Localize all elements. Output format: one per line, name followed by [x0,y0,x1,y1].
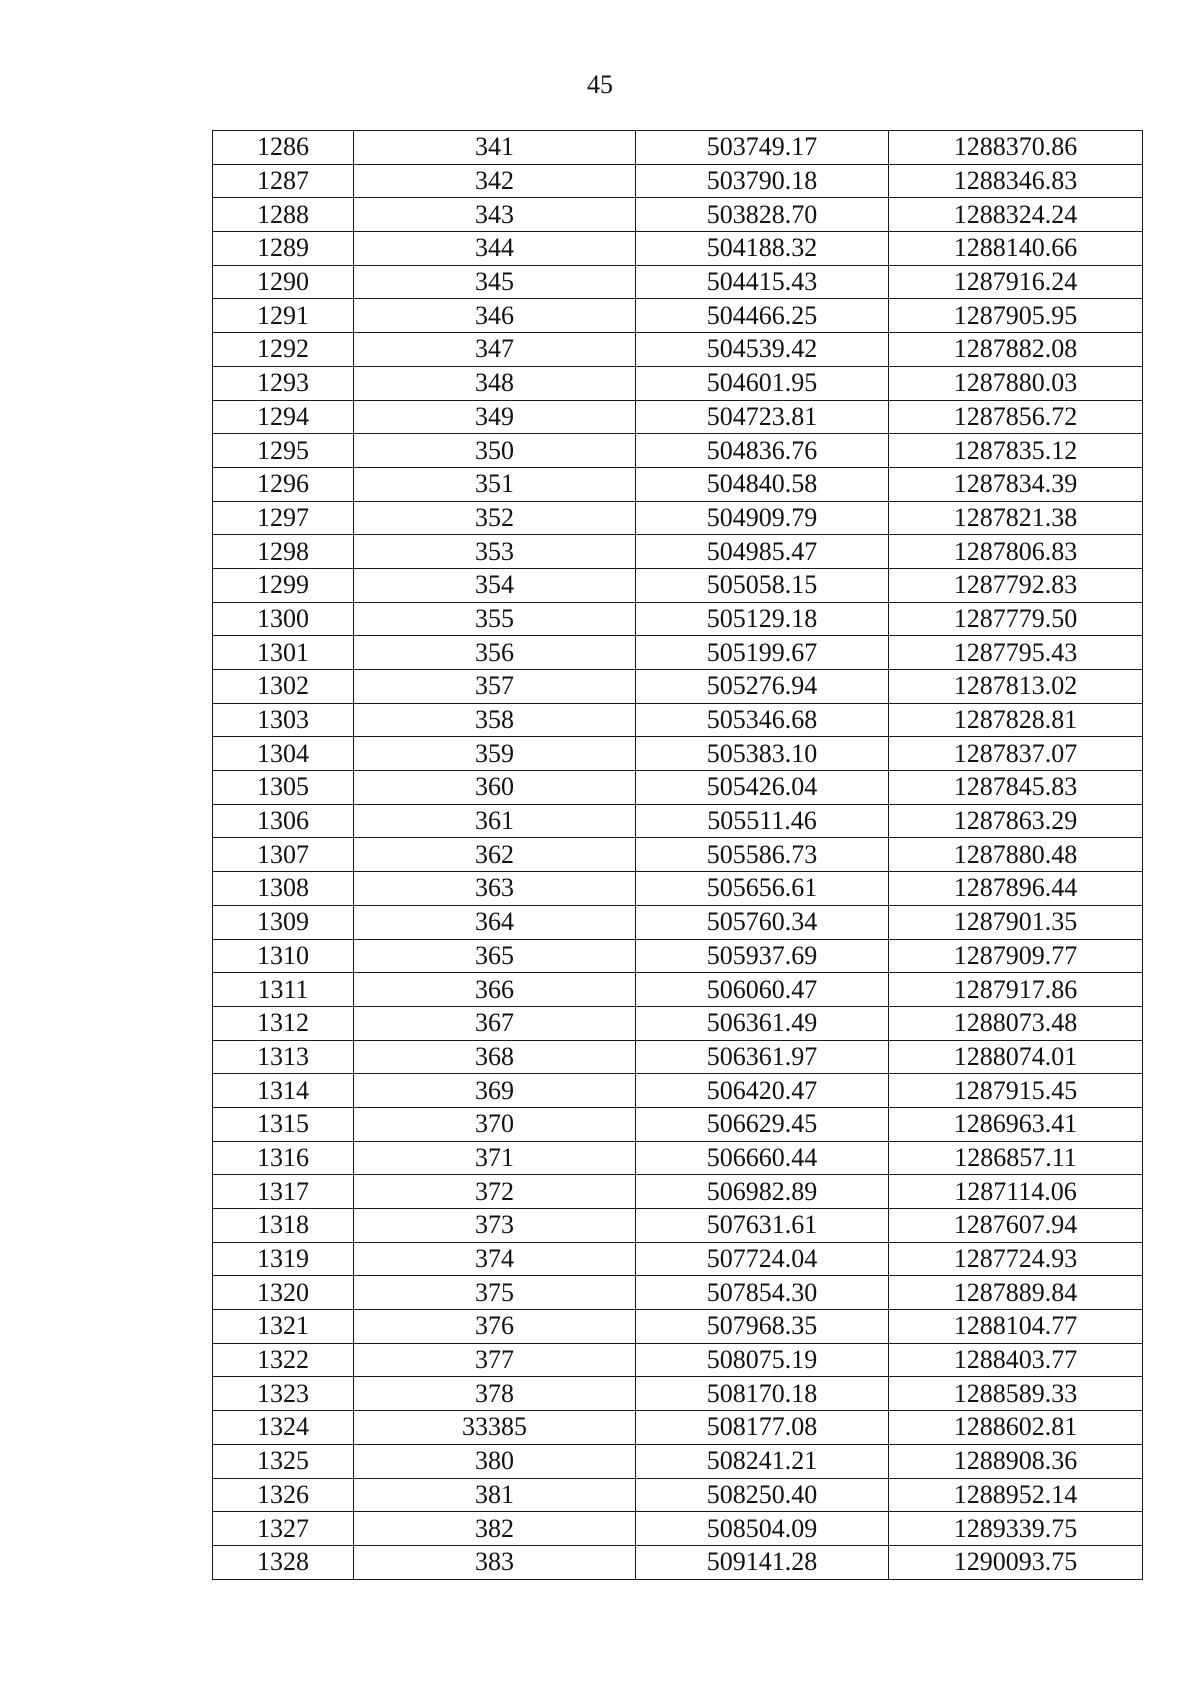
table-row [213,872,1143,906]
x-coordinate-cell: 504466.25 [636,299,889,333]
x-coordinate-cell: 508177.08 [636,1411,889,1445]
table-row [213,1478,1143,1512]
table-row [213,636,1143,670]
point-number-cell: 378 [354,1377,636,1411]
point-number-cell: 365 [354,939,636,973]
y-coordinate-cell: 1287792.83 [889,568,1143,602]
x-coordinate-cell: 506060.47 [636,973,889,1007]
x-coordinate-cell: 506420.47 [636,1074,889,1108]
x-coordinate-cell: 505656.61 [636,872,889,906]
y-coordinate-cell: 1287813.02 [889,670,1143,704]
x-coordinate-cell: 504836.76 [636,434,889,468]
table-row [213,771,1143,805]
x-coordinate-cell: 505511.46 [636,804,889,838]
row-index-cell: 1294 [213,400,354,434]
y-coordinate-cell: 1287845.83 [889,771,1143,805]
row-index-cell: 1291 [213,299,354,333]
point-number-cell: 360 [354,771,636,805]
row-index-cell: 1314 [213,1074,354,1108]
x-coordinate-cell: 504723.81 [636,400,889,434]
table-row [213,232,1143,266]
point-number-cell: 346 [354,299,636,333]
x-coordinate-cell: 507631.61 [636,1209,889,1243]
point-number-cell: 341 [354,131,636,165]
row-index-cell: 1301 [213,636,354,670]
y-coordinate-cell: 1288952.14 [889,1478,1143,1512]
x-coordinate-cell: 508250.40 [636,1478,889,1512]
x-coordinate-cell: 505937.69 [636,939,889,973]
table-row [213,703,1143,737]
row-index-cell: 1323 [213,1377,354,1411]
table-row [213,265,1143,299]
x-coordinate-cell: 507968.35 [636,1310,889,1344]
y-coordinate-cell: 1288602.81 [889,1411,1143,1445]
y-coordinate-cell: 1287889.84 [889,1276,1143,1310]
point-number-cell: 33385 [354,1411,636,1445]
x-coordinate-cell: 508504.09 [636,1512,889,1546]
y-coordinate-cell: 1287607.94 [889,1209,1143,1243]
table-row [213,1276,1143,1310]
point-number-cell: 348 [354,366,636,400]
row-index-cell: 1308 [213,872,354,906]
table-row [213,1444,1143,1478]
x-coordinate-cell: 503749.17 [636,131,889,165]
y-coordinate-cell: 1288589.33 [889,1377,1143,1411]
y-coordinate-cell: 1288403.77 [889,1343,1143,1377]
table-row [213,1545,1143,1579]
y-coordinate-cell: 1287863.29 [889,804,1143,838]
y-coordinate-cell: 1288140.66 [889,232,1143,266]
y-coordinate-cell: 1287880.48 [889,838,1143,872]
point-number-cell: 382 [354,1512,636,1546]
row-index-cell: 1320 [213,1276,354,1310]
y-coordinate-cell: 1288908.36 [889,1444,1143,1478]
x-coordinate-cell: 505383.10 [636,737,889,771]
table-row [213,1343,1143,1377]
point-number-cell: 373 [354,1209,636,1243]
table-row [213,804,1143,838]
row-index-cell: 1295 [213,434,354,468]
table-row [213,1242,1143,1276]
table-row [213,1512,1143,1546]
point-number-cell: 375 [354,1276,636,1310]
point-number-cell: 374 [354,1242,636,1276]
row-index-cell: 1296 [213,467,354,501]
point-number-cell: 356 [354,636,636,670]
row-index-cell: 1286 [213,131,354,165]
row-index-cell: 1307 [213,838,354,872]
point-number-cell: 355 [354,602,636,636]
table-row [213,131,1143,165]
x-coordinate-cell: 505426.04 [636,771,889,805]
x-coordinate-cell: 504601.95 [636,366,889,400]
table-row [213,939,1143,973]
x-coordinate-cell: 506361.49 [636,1006,889,1040]
point-number-cell: 358 [354,703,636,737]
y-coordinate-cell: 1286963.41 [889,1107,1143,1141]
row-index-cell: 1317 [213,1175,354,1209]
row-index-cell: 1304 [213,737,354,771]
y-coordinate-cell: 1287837.07 [889,737,1143,771]
page-number: 45 [587,70,613,99]
point-number-cell: 362 [354,838,636,872]
table-row [213,299,1143,333]
table-row [213,1074,1143,1108]
point-number-cell: 357 [354,670,636,704]
table-row [213,1310,1143,1344]
y-coordinate-cell: 1287882.08 [889,333,1143,367]
y-coordinate-cell: 1289339.75 [889,1512,1143,1546]
x-coordinate-cell: 506982.89 [636,1175,889,1209]
point-number-cell: 380 [354,1444,636,1478]
x-coordinate-cell: 505276.94 [636,670,889,704]
table-row [213,1006,1143,1040]
point-number-cell: 345 [354,265,636,299]
y-coordinate-cell: 1286857.11 [889,1141,1143,1175]
y-coordinate-cell: 1288073.48 [889,1006,1143,1040]
row-index-cell: 1299 [213,568,354,602]
row-index-cell: 1297 [213,501,354,535]
row-index-cell: 1289 [213,232,354,266]
x-coordinate-cell: 506660.44 [636,1141,889,1175]
table-row [213,1107,1143,1141]
y-coordinate-cell: 1287880.03 [889,366,1143,400]
point-number-cell: 369 [354,1074,636,1108]
table-row [213,1175,1143,1209]
point-number-cell: 359 [354,737,636,771]
row-index-cell: 1318 [213,1209,354,1243]
table-row [213,467,1143,501]
y-coordinate-cell: 1287915.45 [889,1074,1143,1108]
point-number-cell: 370 [354,1107,636,1141]
point-number-cell: 350 [354,434,636,468]
table-row [213,501,1143,535]
point-number-cell: 347 [354,333,636,367]
y-coordinate-cell: 1288346.83 [889,164,1143,198]
row-index-cell: 1315 [213,1107,354,1141]
x-coordinate-cell: 508075.19 [636,1343,889,1377]
x-coordinate-cell: 504909.79 [636,501,889,535]
y-coordinate-cell: 1288370.86 [889,131,1143,165]
x-coordinate-cell: 504415.43 [636,265,889,299]
y-coordinate-cell: 1287779.50 [889,602,1143,636]
point-number-cell: 367 [354,1006,636,1040]
row-index-cell: 1305 [213,771,354,805]
table-row [213,670,1143,704]
coordinates-table-body [213,131,1143,1580]
point-number-cell: 344 [354,232,636,266]
point-number-cell: 343 [354,198,636,232]
point-number-cell: 376 [354,1310,636,1344]
point-number-cell: 377 [354,1343,636,1377]
table-row [213,333,1143,367]
row-index-cell: 1322 [213,1343,354,1377]
x-coordinate-cell: 504539.42 [636,333,889,367]
x-coordinate-cell: 505199.67 [636,636,889,670]
row-index-cell: 1310 [213,939,354,973]
table-row [213,905,1143,939]
point-number-cell: 371 [354,1141,636,1175]
row-index-cell: 1303 [213,703,354,737]
table-row [213,973,1143,1007]
point-number-cell: 364 [354,905,636,939]
x-coordinate-cell: 505346.68 [636,703,889,737]
y-coordinate-cell: 1287901.35 [889,905,1143,939]
y-coordinate-cell: 1287795.43 [889,636,1143,670]
table-row [213,434,1143,468]
point-number-cell: 352 [354,501,636,535]
x-coordinate-cell: 506361.97 [636,1040,889,1074]
y-coordinate-cell: 1287806.83 [889,535,1143,569]
x-coordinate-cell: 503828.70 [636,198,889,232]
table-row [213,198,1143,232]
y-coordinate-cell: 1287916.24 [889,265,1143,299]
y-coordinate-cell: 1287828.81 [889,703,1143,737]
y-coordinate-cell: 1287905.95 [889,299,1143,333]
row-index-cell: 1298 [213,535,354,569]
point-number-cell: 353 [354,535,636,569]
table-row [213,400,1143,434]
x-coordinate-cell: 503790.18 [636,164,889,198]
row-index-cell: 1306 [213,804,354,838]
table-row [213,1141,1143,1175]
point-number-cell: 366 [354,973,636,1007]
row-index-cell: 1290 [213,265,354,299]
x-coordinate-cell: 505129.18 [636,602,889,636]
row-index-cell: 1324 [213,1411,354,1445]
x-coordinate-cell: 508241.21 [636,1444,889,1478]
table-row [213,568,1143,602]
y-coordinate-cell: 1287896.44 [889,872,1143,906]
row-index-cell: 1300 [213,602,354,636]
row-index-cell: 1302 [213,670,354,704]
x-coordinate-cell: 506629.45 [636,1107,889,1141]
row-index-cell: 1292 [213,333,354,367]
x-coordinate-cell: 507724.04 [636,1242,889,1276]
x-coordinate-cell: 505058.15 [636,568,889,602]
point-number-cell: 372 [354,1175,636,1209]
x-coordinate-cell: 507854.30 [636,1276,889,1310]
point-number-cell: 381 [354,1478,636,1512]
point-number-cell: 349 [354,400,636,434]
y-coordinate-cell: 1287909.77 [889,939,1143,973]
row-index-cell: 1311 [213,973,354,1007]
row-index-cell: 1293 [213,366,354,400]
table-row [213,1377,1143,1411]
x-coordinate-cell: 504188.32 [636,232,889,266]
y-coordinate-cell: 1287856.72 [889,400,1143,434]
row-index-cell: 1328 [213,1545,354,1579]
y-coordinate-cell: 1288324.24 [889,198,1143,232]
y-coordinate-cell: 1287821.38 [889,501,1143,535]
row-index-cell: 1321 [213,1310,354,1344]
table-row [213,1040,1143,1074]
y-coordinate-cell: 1287114.06 [889,1175,1143,1209]
point-number-cell: 354 [354,568,636,602]
x-coordinate-cell: 504840.58 [636,467,889,501]
x-coordinate-cell: 505586.73 [636,838,889,872]
row-index-cell: 1316 [213,1141,354,1175]
table-row [213,1209,1143,1243]
point-number-cell: 361 [354,804,636,838]
x-coordinate-cell: 505760.34 [636,905,889,939]
x-coordinate-cell: 504985.47 [636,535,889,569]
y-coordinate-cell: 1288074.01 [889,1040,1143,1074]
y-coordinate-cell: 1287917.86 [889,973,1143,1007]
x-coordinate-cell: 509141.28 [636,1545,889,1579]
table-row [213,1411,1143,1445]
row-index-cell: 1327 [213,1512,354,1546]
row-index-cell: 1326 [213,1478,354,1512]
table-row [213,535,1143,569]
row-index-cell: 1325 [213,1444,354,1478]
point-number-cell: 351 [354,467,636,501]
table-row [213,366,1143,400]
row-index-cell: 1309 [213,905,354,939]
y-coordinate-cell: 1288104.77 [889,1310,1143,1344]
row-index-cell: 1287 [213,164,354,198]
point-number-cell: 363 [354,872,636,906]
row-index-cell: 1319 [213,1242,354,1276]
point-number-cell: 368 [354,1040,636,1074]
table-row [213,164,1143,198]
point-number-cell: 342 [354,164,636,198]
table-row [213,838,1143,872]
table-row [213,602,1143,636]
row-index-cell: 1312 [213,1006,354,1040]
point-number-cell: 383 [354,1545,636,1579]
y-coordinate-cell: 1287835.12 [889,434,1143,468]
y-coordinate-cell: 1290093.75 [889,1545,1143,1579]
row-index-cell: 1288 [213,198,354,232]
table-row [213,737,1143,771]
coordinates-table [212,130,1143,1580]
x-coordinate-cell: 508170.18 [636,1377,889,1411]
y-coordinate-cell: 1287834.39 [889,467,1143,501]
y-coordinate-cell: 1287724.93 [889,1242,1143,1276]
row-index-cell: 1313 [213,1040,354,1074]
